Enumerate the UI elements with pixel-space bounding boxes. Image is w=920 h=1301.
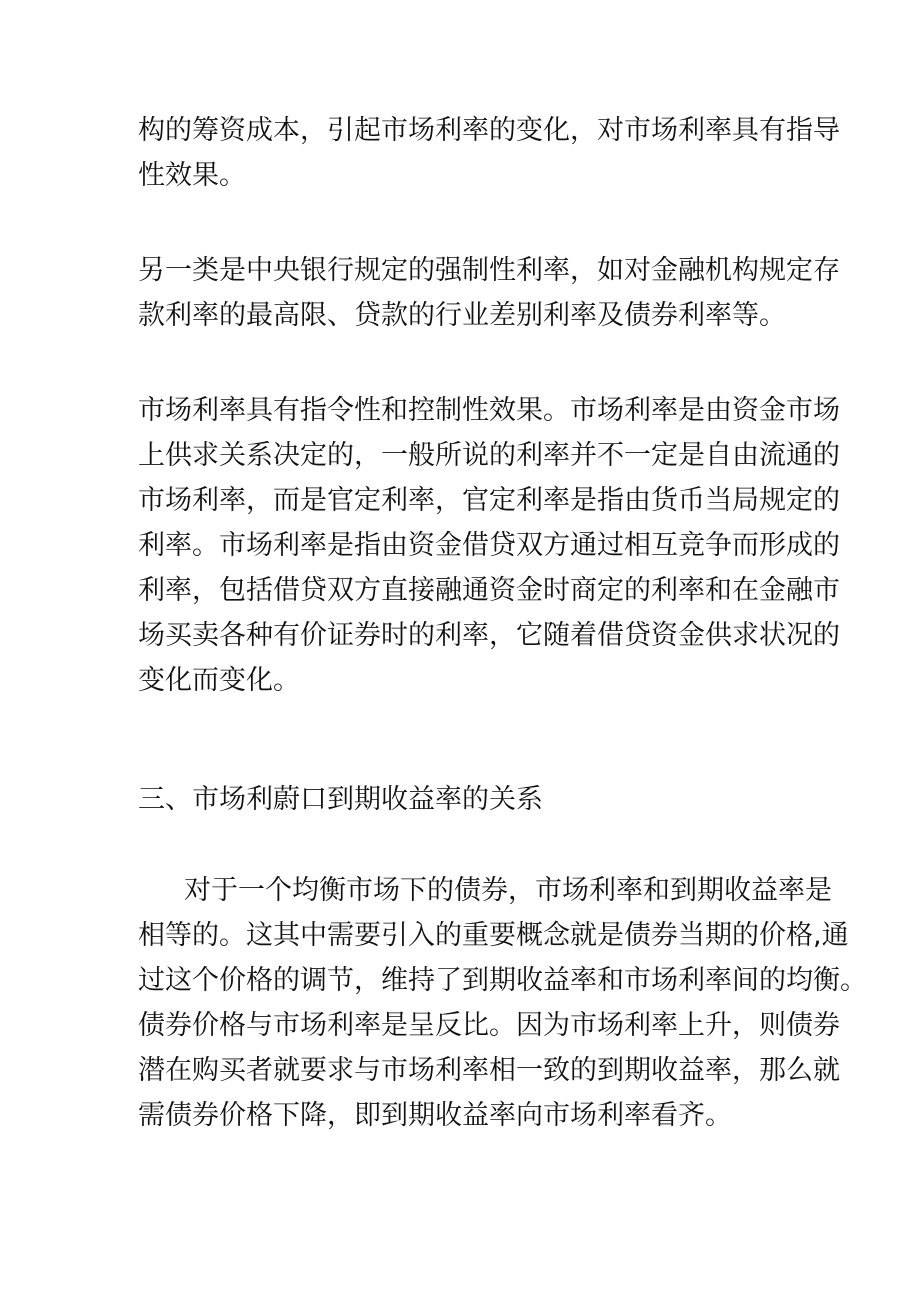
text-line: 构的筹资成本，引起市场利率的变化，对市场利率具有指导 xyxy=(138,115,840,146)
text-line: 上供求关系决定的，一般所说的利率并不一定是自由流通的 xyxy=(138,440,840,471)
text-line: 相等的。这其中需要引入的重要概念就是债券当期的价格,通 xyxy=(138,920,849,951)
section-heading xyxy=(138,777,798,822)
text-line: 场买卖各种有价证券时的利率，它随着借贷资金供求状况的 xyxy=(138,620,840,651)
text-line: 潜在购买者就要求与市场利率相一致的到期收益率，那么就 xyxy=(138,1055,840,1086)
paragraph-1 xyxy=(138,108,840,198)
paragraph-4 xyxy=(138,868,867,1138)
text-line: 需债券价格下降，即到期收益率向市场利率看齐。 xyxy=(138,1100,732,1131)
text-line: 市场利率具有指令性和控制性效果。市场利率是由资金市场 xyxy=(138,395,840,426)
heading-text: 三、市场利蔚口到期收益率的关系 xyxy=(138,784,543,815)
text-line: 利率，包括借贷双方直接融通资金时商定的利率和在金融市 xyxy=(138,575,840,606)
text-line: 性效果。 xyxy=(138,160,246,191)
text-line: 利率。市场利率是指由资金借贷双方通过相互竞争而形成的 xyxy=(138,530,840,561)
text-line: 对于一个均衡市场下的债券，市场利率和到期收益率是 xyxy=(184,875,832,906)
text-line: 另一类是中央银行规定的强制性利率，如对金融机构规定存 xyxy=(138,255,840,286)
text-line: 过这个价格的调节，维持了到期收益率和市场利率间的均衡。 xyxy=(138,965,867,996)
paragraph-2 xyxy=(138,248,840,338)
text-line: 债券价格与市场利率是呈反比。因为市场利率上升，则债券 xyxy=(138,1010,840,1041)
text-line: 款利率的最高限、贷款的行业差别利率及债券利率等。 xyxy=(138,300,786,331)
text-line: 市场利率，而是官定利率，官定利率是指由货币当局规定的 xyxy=(138,485,840,516)
paragraph-3 xyxy=(138,388,840,703)
text-line: 变化而变化。 xyxy=(138,665,300,696)
